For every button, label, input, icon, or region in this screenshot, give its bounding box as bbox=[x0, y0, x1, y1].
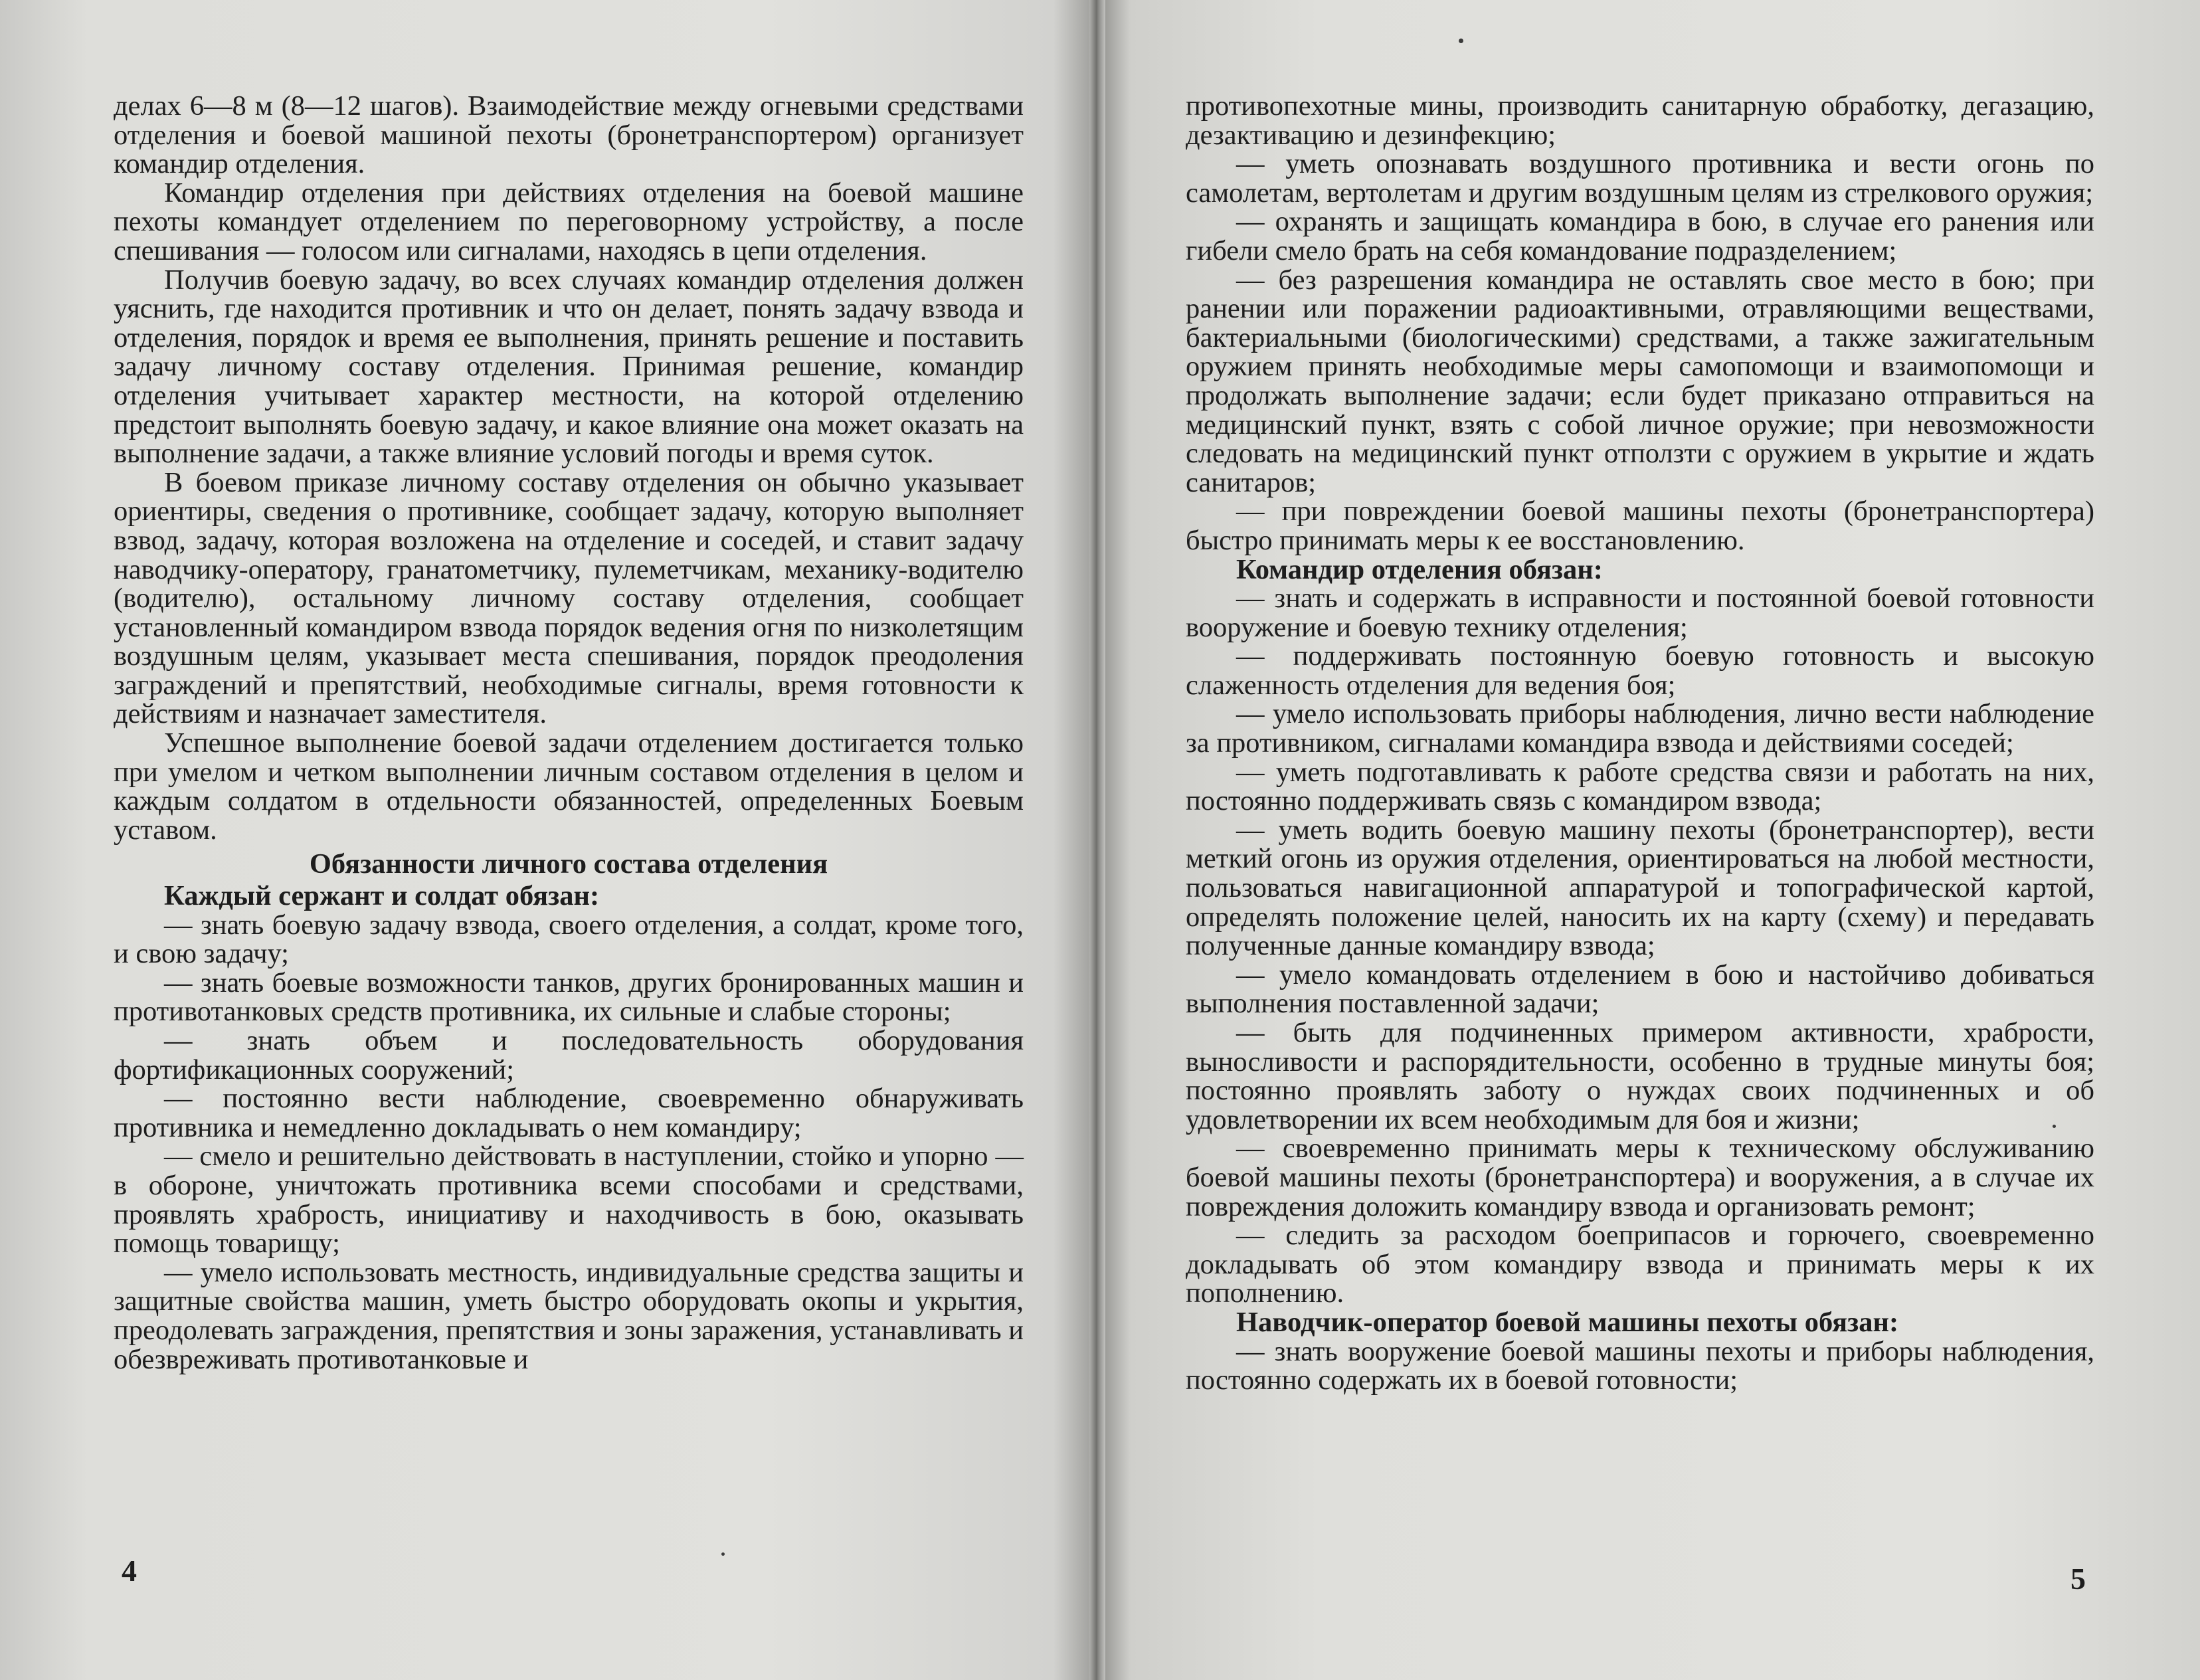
paragraph: Командир отделения при действиях отделения на боевой машине пехоты командует отделением по переговорному устройству, а после спешивания — голосом или сигналами, находясь в цепи отделения. bbox=[114, 177, 1024, 266]
paragraph: В боевом приказе личному составу отделения он обычно указывает ориентиры, сведения о противнике, сообщает задачу, которую выполняет взвод, задачу, которая возложена на отделение и соседей, и ставит задачу наводчику-оператору, гранатометчику, пулеметчикам, механику-водителю (водителю), остальному личному составу отделения, сообщает установленный командиром взвода порядок ведения огня по низколетящим воздушным целям, указывает места спешивания, порядок преодоления заграждений и препятствий, необходимые сигналы, время готовности к действиям и назначает заместителя. bbox=[114, 466, 1024, 730]
list-item: — поддерживать постоянную боевую готовность и высокую слаженность отделения для ведения боя; bbox=[1186, 640, 2094, 701]
left-page bbox=[0, 0, 1097, 1680]
list-item: — знать вооружение боевой машины пехоты и приборы наблюдения, постоянно содержать их в боевой готовности; bbox=[1186, 1335, 2094, 1396]
paragraph: делах 6—8 м (8—12 шагов). Взаимодействие между огневыми средствами отделения и боевой машиной пехоты (бронетранспортером) организует командир отделения. bbox=[114, 90, 1024, 180]
paragraph: Успешное выполнение боевой задачи отделением достигается только при умелом и четком выполнении личным составом отделения в целом и каждым солдатом в отдельности обязанностей, определенных Боевым уставом. bbox=[114, 727, 1024, 846]
scan-speck bbox=[2053, 1125, 2056, 1128]
list-item: — умело использовать приборы наблюдения, лично вести наблюдение за противником, сигналами командира взвода и действиями соседей; bbox=[1186, 698, 2094, 759]
scan-speck bbox=[721, 1552, 725, 1556]
list-item: — смело и решительно действовать в наступлении, стойко и упорно — в обороне, уничтожать противника всеми способами и средствами, проявлять храбрость, инициативу и находчивость в бою, оказывать помощь товарищу; bbox=[114, 1141, 1024, 1260]
page-number: 5 bbox=[2070, 1562, 2086, 1596]
scan-speck bbox=[1459, 39, 1463, 43]
subheading: Наводчик-оператор боевой машины пехоты обязан: bbox=[1236, 1306, 1899, 1338]
list-item: — уметь опознавать воздушного противника и вести огонь по самолетам, вертолетам и другим воздушным целям из стрелкового оружия; bbox=[1186, 148, 2094, 209]
list-item: — уметь водить боевую машину пехоты (бронетранспортер), вести меткий огонь из оружия отделения, ориентироваться на любой местности, пользоваться навигационной аппаратурой и топографической картой, определять положение целей, наносить их на карту (схему) и передавать полученные данные командиру взвода; bbox=[1186, 814, 2094, 962]
list-item: — постоянно вести наблюдение, своевременно обнаруживать противника и немедленно докладывать о нем командиру; bbox=[114, 1083, 1024, 1143]
list-item: — охранять и защищать командира в бою, в случае его ранения или гибели смело брать на себя командование подразделением; bbox=[1186, 206, 2094, 266]
list-item: — знать и содержать в исправности и постоянной боевой готовности вооружение и боевую технику отделения; bbox=[1186, 583, 2094, 643]
book-gutter bbox=[1089, 0, 1105, 1680]
list-item: — знать боевую задачу взвода, своего отделения, а солдат, кроме того, и свою задачу; bbox=[114, 909, 1024, 970]
right-text-column bbox=[1186, 92, 2094, 1395]
list-item: — знать объем и последовательность оборудования фортификационных сооружений; bbox=[114, 1025, 1024, 1085]
list-item: — уметь подготавливать к работе средства связи и работать на них, постоянно поддерживать связь с командиром взвода; bbox=[1186, 756, 2094, 817]
list-item: — умело использовать местность, индивидуальные средства защиты и защитные свойства машин, уметь быстро оборудовать окопы и укрытия, преодолевать заграждения, препятствия и зоны заражения, устанавливать и обезвреживать противотанковые и bbox=[114, 1256, 1024, 1375]
list-item: — умело командовать отделением в бою и настойчиво добиваться выполнения поставленной задачи; bbox=[1186, 959, 2094, 1020]
list-item: — своевременно принимать меры к техническому обслуживанию боевой машины пехоты (бронетранспортера) и вооружения, а в случае их повреждения доложить командиру взвода и организовать ремонт; bbox=[1186, 1133, 2094, 1222]
list-item: — при повреждении боевой машины пехоты (бронетранспортера) быстро принимать меры к ее восстановлению. bbox=[1186, 496, 2094, 556]
subheading: Каждый сержант и солдат обязан: bbox=[164, 880, 600, 912]
list-item: — знать боевые возможности танков, других бронированных машин и противотанковых средств противника, их сильные и слабые стороны; bbox=[114, 967, 1024, 1028]
section-heading: Обязанности личного состава отделения bbox=[309, 848, 828, 880]
paragraph: противопехотные мины, производить санитарную обработку, дегазацию, дезактивацию и дезинфекцию; bbox=[1186, 90, 2094, 151]
list-item: — быть для подчиненных примером активности, храбрости, выносливости и распорядительности, особенно в трудные минуты боя; постоянно проявлять заботу о нуждах своих подчиненных и об удовлетворении их всем необходимым для боя и жизни; bbox=[1186, 1017, 2094, 1135]
paragraph: Получив боевую задачу, во всех случаях командир отделения должен уяснить, где находится противник и что он делает, понять задачу взвода и отделения, порядок и время ее выполнения, принять решение и поставить задачу личному составу отделения. Принимая решение, командир отделения учитывает характер местности, на которой отделению предстоит выполнять боевую задачу, и какое влияние она может оказать на выполнение задачи, а также влияние условий погоды и время суток. bbox=[114, 264, 1024, 470]
list-item: — следить за расходом боеприпасов и горючего, своевременно докладывать об этом командиру взвода и принимать меры к их пополнению. bbox=[1186, 1220, 2094, 1309]
page-number: 4 bbox=[122, 1554, 137, 1588]
list-item: — без разрешения командира не оставлять свое место в бою; при ранении или поражении радиоактивными, отравляющими веществами, бактериальными (биологическими) средствами, а также зажигательным оружием принять необходимые меры самопомощи и взаимопомощи и продолжать выполнение задачи; если будет приказано отправиться на медицинский пункт, взять с собой личное оружие; при невозможности следовать на медицинский пункт отползти с оружием в укрытие и ждать санитаров; bbox=[1186, 264, 2094, 498]
subheading: Командир отделения обязан: bbox=[1236, 553, 1603, 585]
left-text-column bbox=[114, 92, 1024, 1374]
